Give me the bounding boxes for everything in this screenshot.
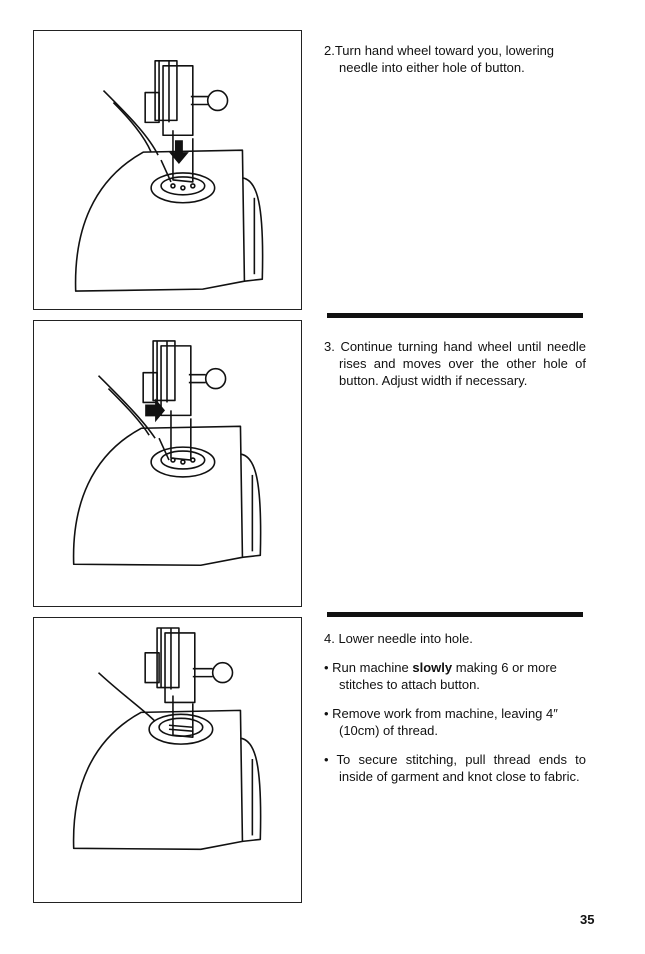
step-4-bullet-2: • Remove work from machine, leaving 4″ (10cm) of thread. (324, 706, 558, 738)
illustration-panel-2 (33, 320, 302, 607)
sewing-machine-button-illustration-1 (34, 31, 301, 309)
step-2-instructions (324, 42, 586, 88)
illustration-panel-1 (33, 30, 302, 310)
step-3-text: 3. Continue turning hand wheel until needle rises and moves over the other hole of button. Adjust width if necessary. (324, 339, 586, 388)
step-4-bullet-1: • Run machine slowly making 6 or more stitches to attach button. (324, 660, 557, 692)
step-2-text: 2.Turn hand wheel toward you, lowering needle into either hole of button. (324, 43, 555, 75)
section-divider-1 (327, 313, 583, 318)
section-divider-2 (327, 612, 583, 617)
step-3-instructions (324, 338, 586, 401)
sewing-machine-button-illustration-3 (34, 618, 301, 902)
step-4-bullet-3: • To secure stitching, pull thread ends to inside of garment and knot close to fabric. (324, 752, 586, 784)
illustration-panel-3 (33, 617, 302, 903)
emphasis-slowly: slowly (412, 660, 453, 675)
sewing-machine-button-illustration-2 (34, 321, 301, 606)
page-number: 35 (580, 912, 595, 927)
down-arrow-icon (169, 140, 189, 164)
step-4-intro: 4. Lower needle into hole. (324, 631, 473, 646)
step-4-instructions (324, 630, 586, 797)
